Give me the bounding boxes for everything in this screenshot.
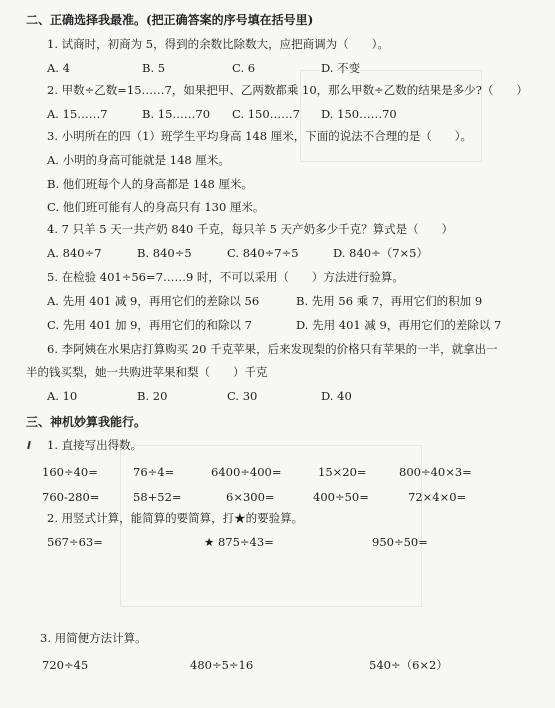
mental-calc-1: 160÷40= [42, 465, 98, 479]
q2-stem: 2. 甲数÷乙数=15……7，如果把甲、乙两数都乘 10，那么甲数÷乙数的结果是多少?（ ） [47, 83, 528, 97]
q5-stem: 5. 在检验 401÷56=7……9 时，不可以采用（ ）方法进行验算。 [47, 270, 404, 284]
q1-stem: 1. 试商时，初商为 5，得到的余数比除数大，应把商调为（ ）。 [47, 37, 389, 51]
q1-option-a: A. 4 [47, 61, 70, 75]
vertical-calc-3: 950÷50= [372, 535, 428, 549]
q4-option-a: A. 840÷7 [47, 246, 102, 260]
simplify-calc-2: 480÷5÷16 [190, 658, 254, 672]
q2-option-c: C. 150……7 [232, 107, 300, 121]
q3-stem: 3. 小明所在的四（1）班学生平均身高 148 厘米，下面的说法不合理的是（ ）。 [47, 129, 472, 143]
q5-option-d: D. 先用 401 减 9，再用它们的差除以 7 [296, 318, 502, 332]
q1-option-d: D. 不变 [321, 61, 361, 75]
section-3-title: 三、神机妙算我能行。 [26, 415, 147, 429]
vertical-calc-1: 567÷63= [47, 535, 103, 549]
mental-calc-5: 800÷40×3= [399, 465, 472, 479]
q6-stem-line2: 半的钱买梨，她一共购进苹果和梨（ ）千克 [26, 365, 268, 379]
mental-calc-4: 15×20= [318, 465, 367, 479]
mental-calc-7: 58+52= [133, 490, 182, 504]
q6-stem-line1: 6. 李阿姨在水果店打算购买 20 千克苹果，后来发现梨的价格只有苹果的一半，就拿出一 [47, 342, 498, 356]
mental-calc-6: 760-280= [42, 490, 100, 504]
mental-calc-9: 400÷50= [313, 490, 369, 504]
q4-option-c: C. 840÷7÷5 [227, 246, 299, 260]
pen-mark [27, 441, 31, 449]
mental-calc-3: 6400÷400= [211, 465, 282, 479]
q1-option-b: B. 5 [142, 61, 166, 75]
q3-option-b: B. 他们班每个人的身高都是 148 厘米。 [47, 177, 254, 191]
q5-option-c: C. 先用 401 加 9，再用它们的和除以 7 [47, 318, 252, 332]
simplify-calc-3: 540÷（6×2） [369, 658, 448, 672]
q6-option-d: D. 40 [321, 389, 352, 403]
q4-option-d: D. 840÷（7×5） [333, 246, 428, 260]
q3-option-a: A. 小明的身高可能就是 148 厘米。 [47, 153, 230, 167]
q4-stem: 4. 7 只羊 5 天一共产奶 840 千克，每只羊 5 天产奶多少千克？算式是（ ） [47, 222, 454, 236]
mental-calc-8: 6×300= [226, 490, 275, 504]
mental-calc-10: 72×4×0= [408, 490, 467, 504]
q4-option-b: B. 840÷5 [137, 246, 192, 260]
q6-option-a: A. 10 [47, 389, 78, 403]
q3-option-c: C. 他们班可能有人的身高只有 130 厘米。 [47, 200, 265, 214]
q6-option-b: B. 20 [137, 389, 168, 403]
q5-option-a: A. 先用 401 减 9，再用它们的差除以 56 [47, 294, 260, 308]
q6-option-c: C. 30 [227, 389, 258, 403]
q2-option-a: A. 15……7 [47, 107, 108, 121]
simplify-calc-1: 720÷45 [42, 658, 89, 672]
q5-option-b: B. 先用 56 乘 7，再用它们的积加 9 [296, 294, 483, 308]
vertical-calc-2: ★ 875÷43= [204, 535, 274, 549]
p3-title: 3. 用简便方法计算。 [40, 631, 147, 645]
section-2-title: 二、正确选择我最准。(把正确答案的序号填在括号里) [26, 13, 314, 27]
q2-option-d: D. 150……70 [321, 107, 397, 121]
q2-option-b: B. 15……70 [142, 107, 211, 121]
p2-title: 2. 用竖式计算，能简算的要简算，打★的要验算。 [47, 511, 304, 525]
mental-calc-2: 76÷4= [133, 465, 175, 479]
p1-title: 1. 直接写出得数。 [47, 438, 143, 452]
q1-option-c: C. 6 [232, 61, 256, 75]
